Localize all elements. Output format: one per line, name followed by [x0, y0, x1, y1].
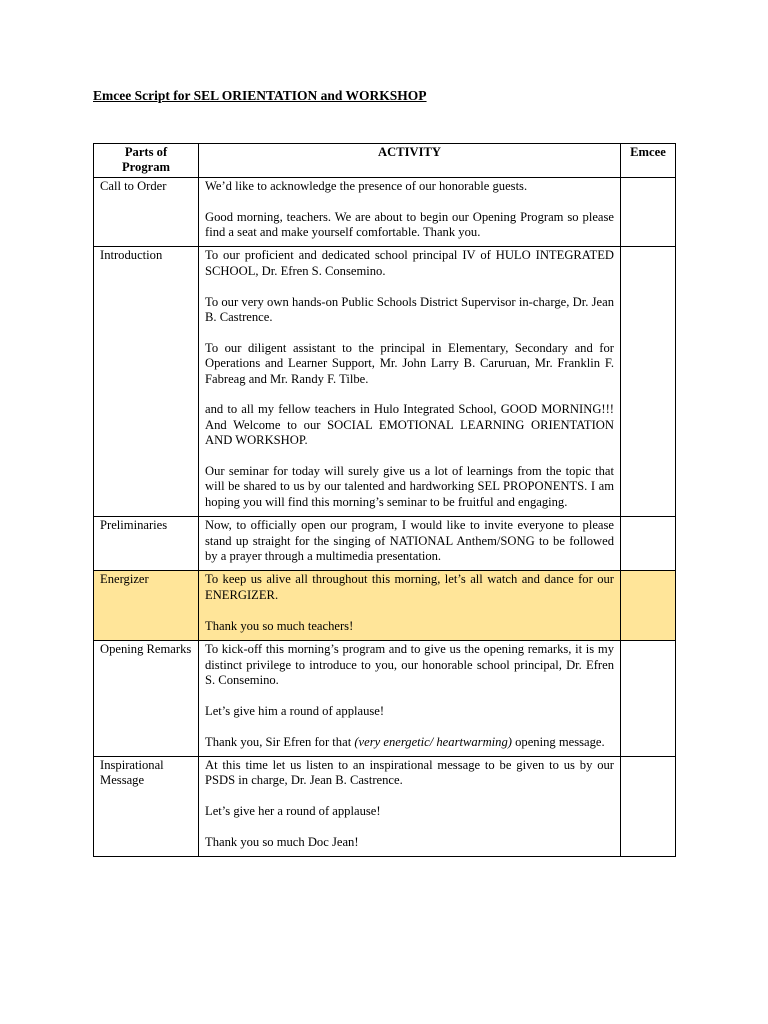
activity-paragraph: Thank you so much teachers! [205, 618, 354, 633]
activity-paragraph: To our proficient and dedicated school principal IV of HULO INTEGRATED SCHOOL, Dr. Efren S. Consemino. [205, 248, 614, 278]
table-row-highlighted [94, 571, 676, 641]
table-row [94, 247, 676, 517]
activity-cell [199, 641, 621, 757]
activity-paragraph: Now, to officially open our program, I would like to invite everyone to please stand up straight for the singing of NATIONAL Anthem/SONG to be followed by a prayer through a multimedia presentation. [205, 518, 614, 564]
header-emcee: Emcee [621, 144, 676, 178]
emcee-cell [621, 247, 676, 517]
activity-paragraph-closing [205, 735, 614, 750]
activity-paragraph: and to all my fellow teachers in Hulo Integrated School, GOOD MORNING!!! And Welcome to our SOCIAL EMOTIONAL LEARNING ORIENTATION AND WORKSHOP. [205, 402, 614, 448]
emcee-cell [621, 517, 676, 571]
closing-text-before: Thank you, Sir Efren for that [205, 734, 355, 749]
table-row [94, 641, 676, 757]
activity-paragraph: At this time let us listen to an inspirational message to be given to us by our PSDS in charge, Dr. Jean B. Castrence. [205, 757, 614, 788]
part-preliminaries: Preliminaries [94, 517, 199, 571]
activity-paragraph: Good morning, teachers. We are about to begin our Opening Program so please find a seat and make yourself comfortable. Thank you. [205, 209, 614, 240]
header-parts-of-program: Parts of Program [94, 144, 199, 178]
activity-paragraph: Let’s give him a round of applause! [205, 703, 385, 718]
activity-paragraph: Thank you so much Doc Jean! [205, 834, 359, 849]
table-header-row [94, 144, 676, 178]
table-row [94, 517, 676, 571]
activity-paragraph: We’d like to acknowledge the presence of our honorable guests. [205, 178, 528, 193]
emcee-cell [621, 571, 676, 641]
emcee-cell [621, 641, 676, 757]
part-opening-remarks: Opening Remarks [94, 641, 199, 757]
table-row [94, 756, 676, 856]
document-title: Emcee Script for SEL ORIENTATION and WORKSHOP [93, 88, 427, 103]
activity-cell [199, 756, 621, 856]
part-call-to-order: Call to Order [94, 177, 199, 247]
emcee-cell [621, 177, 676, 247]
table-row [94, 177, 676, 247]
activity-cell [199, 517, 621, 571]
activity-paragraph: Our seminar for today will surely give us a lot of learnings from the topic that will be shared to us by our talented and hardworking SEL PROPONENTS. I am hoping you will find this morning’s seminar to be fruitful and engaging. [205, 464, 614, 509]
activity-paragraph: To kick-off this morning’s program and to give us the opening remarks, it is my distinct privilege to introduce to you, our honorable school principal, Dr. Efren S. Consemino. [205, 642, 614, 687]
closing-text-after: opening message. [511, 734, 605, 749]
emcee-cell [621, 756, 676, 856]
part-energizer: Energizer [94, 571, 199, 641]
activity-paragraph: To our very own hands-on Public Schools District Supervisor in-charge, Dr. Jean B. Castrence. [205, 294, 614, 325]
closing-text-italic: (very energetic/ heartwarming) [354, 734, 512, 749]
part-inspirational-message: Inspirational Message [94, 756, 199, 856]
emcee-script-table [93, 143, 676, 857]
activity-paragraph: To our diligent assistant to the principal in Elementary, Secondary and for Operations and Learner Support, Mr. John Larry B. Caruruan, Mr. Franklin F. Fabreag and Mr. Randy F. Tilbe. [205, 340, 614, 386]
header-activity: ACTIVITY [199, 144, 621, 178]
activity-cell [199, 177, 621, 247]
activity-paragraph: To keep us alive all throughout this morning, let’s all watch and dance for our ENERGIZER. [205, 572, 614, 602]
activity-cell [199, 571, 621, 641]
part-introduction: Introduction [94, 247, 199, 517]
activity-paragraph: Let’s give her a round of applause! [205, 804, 381, 819]
activity-cell [199, 247, 621, 517]
